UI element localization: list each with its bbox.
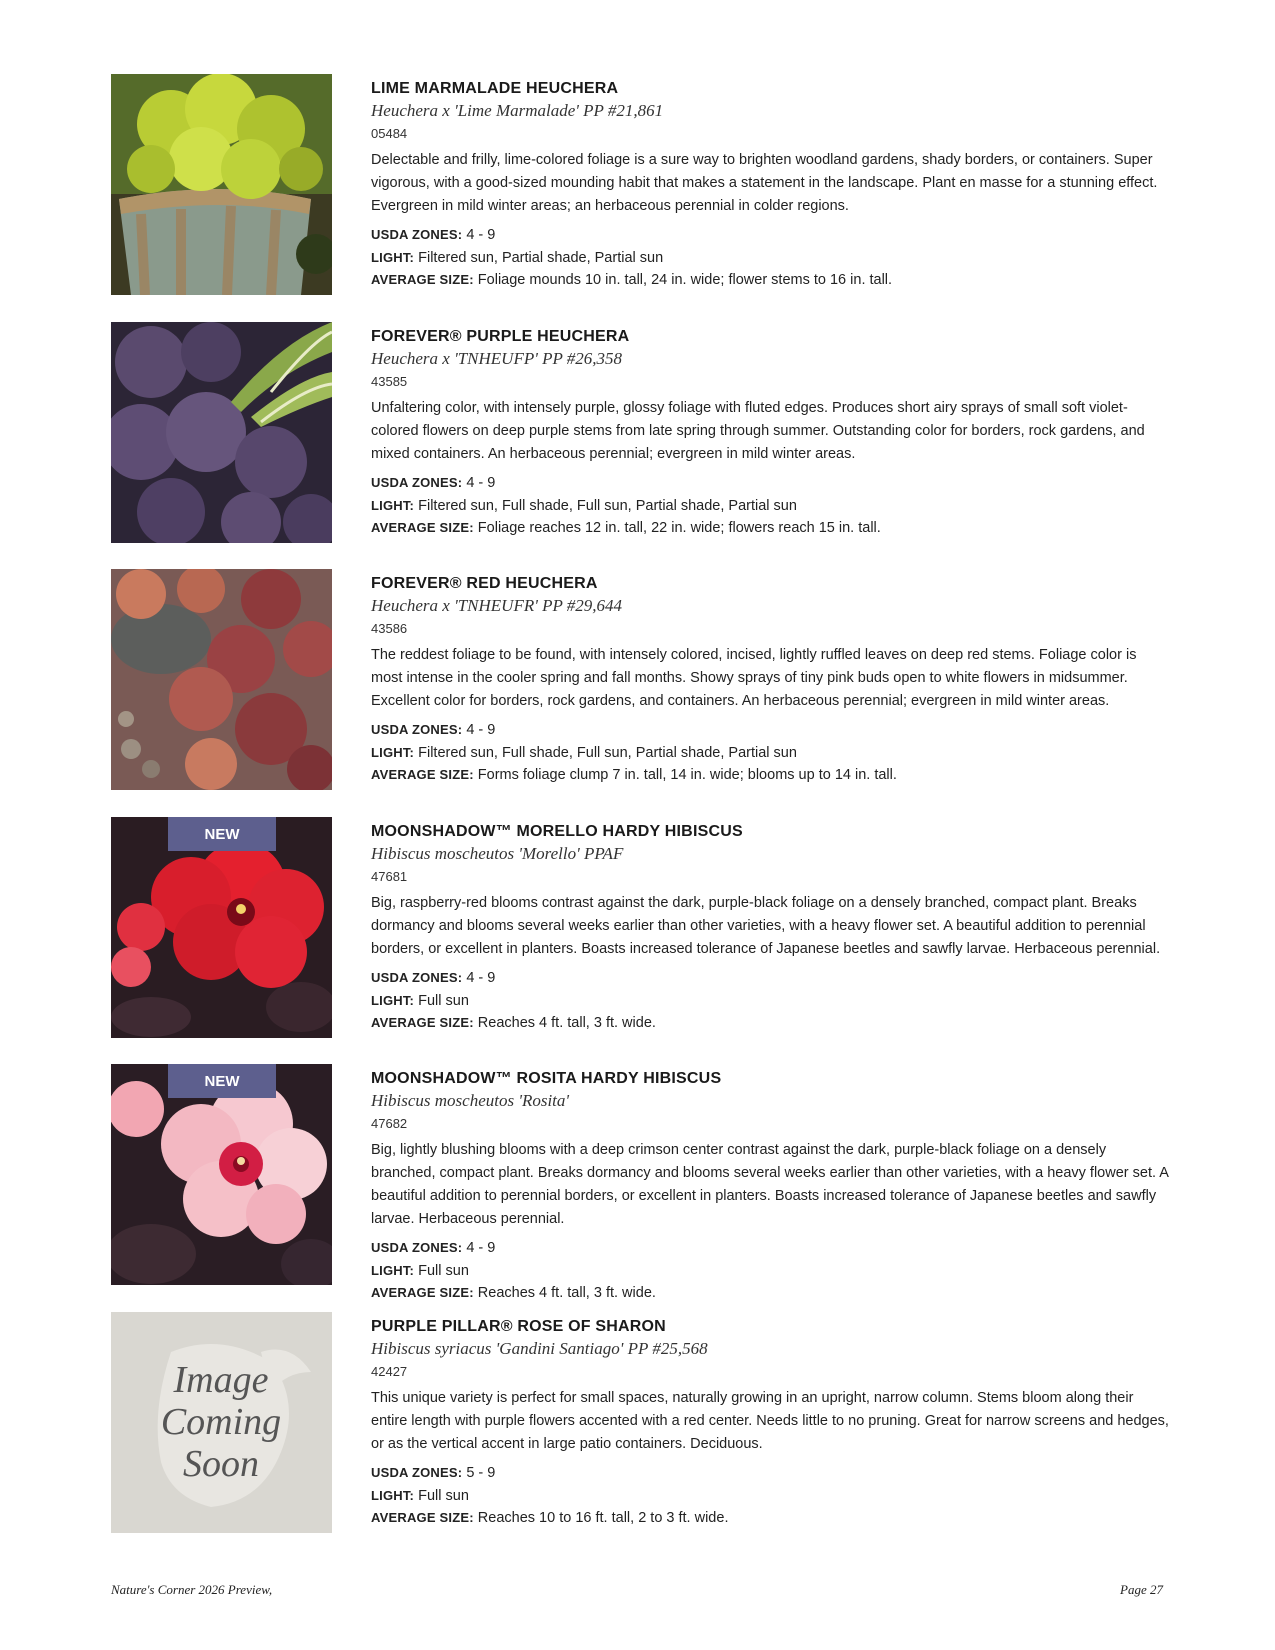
- new-badge: NEW: [168, 1064, 276, 1098]
- placeholder-line: Soon: [183, 1443, 259, 1485]
- light-label: LIGHT:: [371, 249, 415, 265]
- footer-publication-title: Nature's Corner 2026 Preview,: [111, 1582, 273, 1597]
- item-code: 43586: [371, 621, 408, 636]
- item-code: 47682: [371, 1116, 408, 1131]
- size-value: Foliage mounds 10 in. tall, 24 in. wide; flower stems to 16 in. tall.: [477, 272, 893, 288]
- product-entry-purple-pillar: [111, 1312, 1169, 1534]
- size-value: Reaches 10 to 16 ft. tall, 2 to 3 ft. wide.: [477, 1510, 729, 1526]
- light-value: Filtered sun, Full shade, Full sun, Partial shade, Partial sun: [418, 497, 797, 514]
- botanical-name: Hibiscus moscheutos 'Morello' PPAF: [371, 844, 624, 863]
- light-row: [371, 247, 1171, 270]
- red-heuchera-image: [111, 569, 332, 790]
- product-details: [371, 326, 1171, 540]
- light-label: LIGHT:: [371, 1262, 415, 1278]
- product-photo: [111, 817, 332, 1038]
- zones-row: [371, 967, 1171, 990]
- light-row: [371, 990, 1171, 1013]
- product-photo: [111, 322, 332, 543]
- zones-value: 4 - 9: [466, 475, 496, 491]
- product-photo: [111, 569, 332, 790]
- product-details: [371, 1068, 1171, 1305]
- light-value: Full sun: [418, 1262, 469, 1279]
- new-badge: NEW: [168, 817, 276, 851]
- light-row: [371, 742, 1171, 765]
- product-description: Unfaltering color, with intensely purple, glossy foliage with fluted edges. Produces short airy sprays of small soft violet-colored flowers on deep purple stems from late spring through summer. Outstanding color for borders, rock gardens, and mixed containers. An herbaceous perennial; evergreen in mild winter areas.: [371, 400, 1145, 462]
- product-name: FOREVER® RED HEUCHERA: [371, 575, 598, 592]
- botanical-name: Heuchera x 'Lime Marmalade' PP #21,861: [371, 101, 664, 120]
- botanical-name: Heuchera x 'TNHEUFP' PP #26,358: [371, 349, 623, 368]
- zones-value: 4 - 9: [466, 1240, 496, 1256]
- size-row: [371, 517, 1171, 540]
- light-label: LIGHT:: [371, 744, 415, 760]
- product-description: The reddest foliage to be found, with intensely colored, incised, lightly ruffled leaves on deep red stems. Foliage color is most intense in the cooler spring and fall months. Showy sprays of tiny pink buds open to white flowers in midsummer. Excellent color for borders, rock gardens, and containers. An herbaceous perennial; evergreen in mild winter areas.: [371, 647, 1137, 709]
- light-row: [371, 1485, 1171, 1508]
- product-entry-forever-purple: [111, 322, 1166, 544]
- zones-label: USDA ZONES:: [371, 970, 463, 985]
- botanical-name: Heuchera x 'TNHEUFR' PP #29,644: [371, 596, 623, 615]
- size-row: [371, 764, 1171, 787]
- product-name: PURPLE PILLAR® ROSE OF SHARON: [371, 1318, 666, 1335]
- footer-page-number: Page 27: [1120, 1582, 1163, 1597]
- size-label: AVERAGE SIZE:: [371, 1015, 474, 1030]
- zones-value: 4 - 9: [466, 970, 496, 986]
- size-row: [371, 269, 1171, 292]
- size-label: AVERAGE SIZE:: [371, 767, 474, 782]
- zones-row: [371, 719, 1171, 742]
- size-label: AVERAGE SIZE:: [371, 272, 474, 287]
- light-value: Full sun: [418, 1487, 469, 1504]
- product-entry-forever-red: [111, 569, 1166, 791]
- heuchera-pot-image: [111, 74, 332, 295]
- zones-row: [371, 1237, 1171, 1260]
- product-name: MOONSHADOW™ ROSITA HARDY HIBISCUS: [371, 1070, 722, 1087]
- zones-label: USDA ZONES:: [371, 722, 463, 737]
- placeholder-line: Coming: [160, 1401, 282, 1443]
- zones-label: USDA ZONES:: [371, 227, 463, 242]
- item-code: 43585: [371, 374, 408, 389]
- zones-row: [371, 1462, 1171, 1485]
- placeholder-line: Image: [173, 1359, 269, 1401]
- product-description: Big, lightly blushing blooms with a deep crimson center contrast against the dark, purple-black foliage on a densely branched, compact plant. Breaks dormancy and blooms several weeks earlier than other varieties, with a heavy flower set. A beautiful addition to perennial borders, or excellent in planters. Boasts increased tolerance of Japanese beetles and sawfly larvae. Herbaceous perennial.: [371, 1142, 1169, 1227]
- product-entry-morello-hibiscus: [111, 817, 1166, 1039]
- product-description: Delectable and frilly, lime-colored foliage is a sure way to brighten woodland gardens, shady borders, or containers. Super vigorous, with a good-sized mounding habit that makes a statement in the landscape. Plant en masse for a stunning effect. Evergreen in mild winter areas; an herbaceous perennial in colder regions.: [371, 152, 1158, 214]
- product-entry-rosita-hibiscus: [111, 1064, 1169, 1301]
- light-label: LIGHT:: [371, 497, 415, 513]
- item-code: 47681: [371, 869, 408, 884]
- size-value: Foliage reaches 12 in. tall, 22 in. wide; flowers reach 15 in. tall.: [477, 520, 881, 536]
- zones-label: USDA ZONES:: [371, 1240, 463, 1255]
- light-value: Full sun: [418, 992, 469, 1009]
- botanical-name: Hibiscus syriacus 'Gandini Santiago' PP #25,568: [371, 1339, 708, 1358]
- product-description: This unique variety is perfect for small spaces, naturally growing in an upright, narrow column. Stems bloom along their entire length with purple flowers accented with a red center. Needs little to no pruning. Great for narrow screens and hedges, or as the vertical accent in large patio containers. Deciduous.: [371, 1390, 1169, 1452]
- botanical-name: Hibiscus moscheutos 'Rosita': [371, 1091, 570, 1110]
- zones-value: 4 - 9: [466, 722, 496, 738]
- size-row: [371, 1282, 1171, 1305]
- light-label: LIGHT:: [371, 992, 415, 1008]
- size-label: AVERAGE SIZE:: [371, 520, 474, 535]
- product-name: LIME MARMALADE HEUCHERA: [371, 80, 619, 97]
- size-value: Reaches 4 ft. tall, 3 ft. wide.: [477, 1015, 656, 1031]
- light-row: [371, 495, 1171, 518]
- placeholder-image: [111, 1312, 332, 1533]
- zones-label: USDA ZONES:: [371, 1465, 463, 1480]
- product-photo: [111, 1064, 332, 1285]
- product-details: [371, 821, 1171, 1035]
- light-label: LIGHT:: [371, 1487, 415, 1503]
- image-coming-soon-placeholder: [111, 1312, 332, 1533]
- product-description: Big, raspberry-red blooms contrast against the dark, purple-black foliage on a densely branched, compact plant. Breaks dormancy and blooms several weeks earlier than other varieties, with a heavy flower set. A beautiful addition to perennial borders, or excellent in planters. Boasts increased tolerance of Japanese beetles and sawfly larvae. Herbaceous perennial.: [371, 895, 1161, 957]
- size-value: Forms foliage clump 7 in. tall, 14 in. wide; blooms up to 14 in. tall.: [477, 767, 897, 783]
- zones-value: 5 - 9: [466, 1465, 496, 1481]
- size-row: [371, 1507, 1171, 1530]
- product-name: FOREVER® PURPLE HEUCHERA: [371, 328, 630, 345]
- product-entry-lime-marmalade: [111, 74, 1166, 296]
- light-value: Filtered sun, Partial shade, Partial sun: [418, 249, 664, 266]
- item-code: 42427: [371, 1364, 408, 1379]
- item-code: 05484: [371, 126, 408, 141]
- product-name: MOONSHADOW™ MORELLO HARDY HIBISCUS: [371, 823, 743, 840]
- zones-label: USDA ZONES:: [371, 475, 463, 490]
- product-details: [371, 78, 1171, 292]
- product-photo: [111, 74, 332, 295]
- zones-value: 4 - 9: [466, 227, 496, 243]
- size-value: Reaches 4 ft. tall, 3 ft. wide.: [477, 1285, 656, 1301]
- purple-heuchera-image: [111, 322, 332, 543]
- size-label: AVERAGE SIZE:: [371, 1285, 474, 1300]
- zones-row: [371, 472, 1171, 495]
- light-row: [371, 1260, 1171, 1283]
- light-value: Filtered sun, Full shade, Full sun, Partial shade, Partial sun: [418, 744, 797, 761]
- zones-row: [371, 224, 1171, 247]
- size-label: AVERAGE SIZE:: [371, 1510, 474, 1525]
- product-details: [371, 1316, 1171, 1530]
- product-details: [371, 573, 1171, 787]
- size-row: [371, 1012, 1171, 1035]
